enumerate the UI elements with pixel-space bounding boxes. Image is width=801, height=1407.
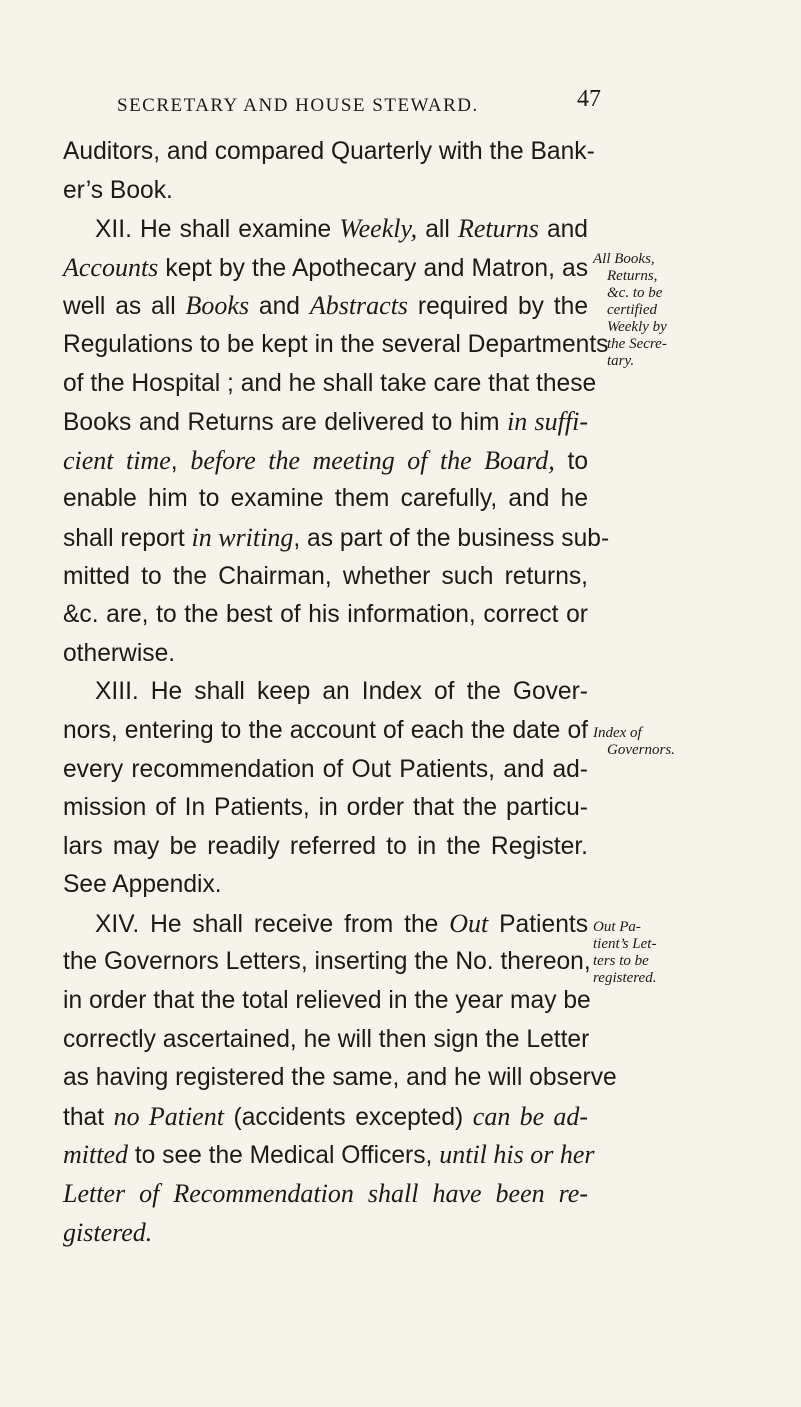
margin-note-line: ters to be <box>593 953 649 969</box>
margin-note-line: &c. to be <box>607 285 663 301</box>
text-run: (accidents excepted) <box>223 1103 473 1131</box>
text-run: as having registered the same, and he will observe <box>63 1064 617 1092</box>
body-text <box>63 133 617 1252</box>
margin-note-line: Out Pa- <box>593 919 641 935</box>
italic-text: can be ad- <box>472 1101 589 1131</box>
text-run: and <box>249 293 310 321</box>
text-line <box>63 1175 588 1214</box>
margin-note-line: the Secre- <box>607 336 667 352</box>
margin-note-line: Index of <box>593 725 642 741</box>
text-line <box>63 287 588 326</box>
text-run: kept by the Apothecary and Matron, as <box>158 254 588 282</box>
text-run: mission of In Patients, in order that the particu- <box>63 794 588 822</box>
text-line <box>63 635 588 674</box>
text-line <box>63 1021 588 1060</box>
text-line <box>63 365 597 404</box>
text-run: lars may be readily referred to in the Register. <box>63 832 588 860</box>
text-run: , <box>170 447 191 475</box>
text-line <box>63 1098 588 1137</box>
text-run: correctly ascertained, he will then sign the Letter <box>63 1025 590 1053</box>
text-line <box>63 210 588 249</box>
text-run: of the Hospital ; and he shall take care that these <box>63 369 597 397</box>
italic-text: before the meeting of the Board, <box>190 445 555 475</box>
text-line <box>63 480 588 519</box>
text-run: er’s Book. <box>63 176 173 204</box>
text-run: Patients <box>488 910 589 938</box>
italic-text: mitted <box>63 1140 128 1170</box>
italic-text: in writing <box>191 522 294 552</box>
text-run: otherwise. <box>63 639 176 667</box>
page-number: 47 <box>577 86 601 112</box>
margin-note-line: tary. <box>607 353 635 369</box>
text-run: XIII. He shall keep an Index of the Gover- <box>95 678 588 706</box>
margin-note-line: Weekly by <box>607 319 667 335</box>
text-line <box>63 403 588 442</box>
text-run: mitted to the Chairman, whether such returns, <box>63 562 588 590</box>
text-run: See Appendix. <box>63 871 222 899</box>
text-run: enable him to examine them carefully, and he <box>63 485 588 513</box>
text-run: all <box>417 216 458 244</box>
text-line <box>63 712 588 751</box>
text-line <box>63 1059 617 1098</box>
text-line <box>63 519 610 558</box>
italic-text: in suffi- <box>507 407 588 437</box>
text-run: that <box>63 1103 114 1131</box>
text-run: nors, entering to the account of each the date of <box>63 716 588 744</box>
text-run: to see the Medical Officers, <box>128 1142 440 1170</box>
running-head: SECRETARY AND HOUSE STEWARD. <box>117 95 479 116</box>
text-run: , as part of the business sub- <box>293 524 610 552</box>
margin-note-line: tient’s Let- <box>593 936 657 952</box>
text-line <box>63 1214 588 1253</box>
text-run: Auditors, and compared Quarterly with the Bank- <box>63 138 595 165</box>
margin-note-line: Returns, <box>607 268 658 284</box>
text-run: Books and Returns are delivered to him <box>63 409 508 437</box>
margin-note <box>593 725 713 759</box>
italic-text: gistered. <box>63 1217 153 1247</box>
text-run: Regulations to be kept in the several Departments <box>63 330 609 358</box>
margin-note <box>593 251 713 370</box>
italic-text: no Patient <box>113 1101 224 1131</box>
text-line <box>63 905 588 944</box>
text-line <box>63 982 591 1021</box>
italic-text: cient time <box>63 445 171 475</box>
margin-note-line: certified <box>607 302 657 318</box>
text-run: well as all <box>63 293 186 321</box>
text-line <box>63 673 588 712</box>
text-run: XIV. He shall receive from the <box>95 910 450 938</box>
text-run: every recommendation of Out Patients, and ad- <box>63 755 588 783</box>
text-line <box>63 866 588 905</box>
text-line <box>63 828 588 867</box>
text-line <box>63 596 588 635</box>
text-run: shall report <box>63 524 192 552</box>
text-line <box>63 172 588 211</box>
margin-note <box>593 919 713 987</box>
margin-note-line: All Books, <box>593 251 655 267</box>
italic-text: Out <box>449 908 489 938</box>
text-line <box>63 943 591 982</box>
text-run: to <box>554 447 589 475</box>
text-line <box>63 326 609 365</box>
text-line <box>63 789 588 828</box>
text-line <box>63 1136 595 1175</box>
text-run: &c. are, to the best of his information, correct or <box>63 601 588 629</box>
italic-text: Accounts <box>63 252 159 282</box>
italic-text: until his or her <box>439 1140 595 1170</box>
text-run: XII. He shall examine <box>95 216 340 244</box>
text-run: the Governors Letters, inserting the No. thereon, <box>63 948 591 976</box>
italic-text: Returns <box>457 214 539 244</box>
italic-text: Letter of Recommendation shall have been re- <box>63 1179 588 1209</box>
text-line <box>63 442 588 481</box>
text-run: in order that the total relieved in the year may be <box>63 987 591 1015</box>
italic-text: Weekly, <box>339 214 418 244</box>
text-line <box>63 558 588 597</box>
text-run: and <box>538 216 588 244</box>
margin-note-line: Governors. <box>607 742 675 758</box>
text-line <box>63 751 588 790</box>
text-line <box>63 133 595 172</box>
text-run: required by the <box>408 293 589 321</box>
text-line <box>63 249 588 288</box>
italic-text: Abstracts <box>309 291 409 321</box>
margin-note-line: registered. <box>593 970 657 986</box>
italic-text: Books <box>185 291 250 321</box>
